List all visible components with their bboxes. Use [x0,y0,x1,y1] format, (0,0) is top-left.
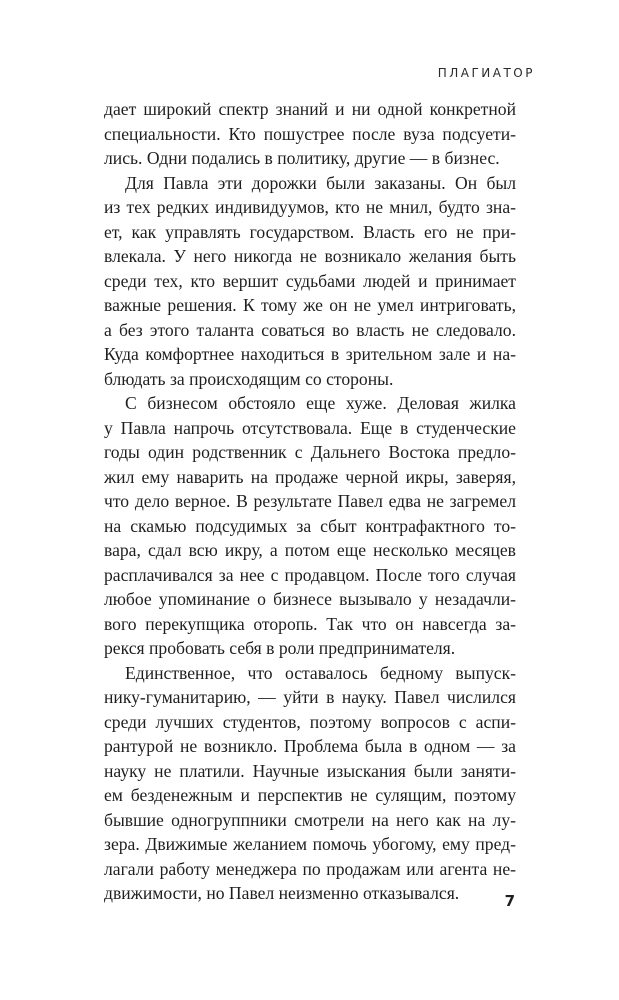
text-line: годы один родственник с Дальнего Востока предло- [104,442,516,462]
text-line: важные решения. К тому же он не умел интриговать, [104,295,516,315]
text-line: вого перекупщика оторопь. Так что он навсегда за- [104,613,516,634]
text-line: зера. Движимые желанием помочь убогому, ему пред- [104,834,516,854]
text-line: жил ему наварить на продаже черной икры, заверяя, [104,466,516,487]
paragraph [104,661,516,906]
text-line: блюдать за происходящим со стороны. [104,368,394,389]
running-head-title: ПЛАГИАТОР [437,66,535,80]
text-line: у Павла напрочь отсутствовала. Еще в студенческие [104,417,516,438]
text-line: ет, как управлять государством. Власть его не при- [104,221,516,242]
text-line: Для Павла эти дорожки были заказаны. Он был [125,172,516,193]
text-line: науку не платили. Научные изыскания были заняти- [104,760,516,781]
paragraph [104,171,516,392]
body-text [104,97,516,906]
text-line: на скамью подсудимых за сбыт контрафактного то- [104,515,516,536]
text-line: влекала. У него никогда не возникало желания быть [104,246,516,266]
text-line: рекся пробовать себя в роли предпринимателя. [104,638,456,658]
text-line: нику-гуманитарию, — уйти в науку. Павел числился [104,687,516,707]
text-line: рантурой не возникло. Проблема была в одном — за [104,736,516,756]
text-line: а без этого таланта соваться во власть не следовало. [104,319,516,340]
text-line: Куда комфортнее находиться в зрительном зале и на- [104,344,516,364]
text-line: Единственное, что оставалось бедному выпуск- [125,662,516,683]
text-line: что дело верное. В результате Павел едва не загремел [104,491,516,511]
text-line: вара, сдал всю икру, а потом еще несколько месяцев [104,540,516,560]
text-line: движимости, но Павел неизменно отказывался. [104,883,460,903]
text-line: среди тех, кто вершит судьбами людей и принимает [104,270,516,291]
text-line: любое упоминание о бизнесе вызывало у незадачли- [104,589,516,609]
page-number: 7 [504,892,515,910]
paragraph [104,97,516,171]
text-line: лись. Одни подались в политику, другие — в бизнес. [104,148,500,168]
text-line: из тех редких индивидуумов, кто не мнил, будто зна- [104,197,516,217]
text-line: расплачивался за нее с продавцом. После того случая [104,564,516,585]
text-line: среди лучших студентов, поэтому вопросов с аспи- [104,711,516,732]
text-line: бывшие одногруппники смотрели на него как на лу- [104,809,516,830]
text-line: дает широкий спектр знаний и ни одной конкретной [104,99,516,119]
text-line: ем безденежным и перспектив не сулящим, поэтому [104,785,516,805]
text-line: С бизнесом обстояло еще хуже. Деловая жилка [125,393,516,413]
paragraph [104,391,516,661]
text-line: специальности. Кто пошустрее после вуза подсуети- [104,123,516,144]
text-line: лагали работу менеджера по продажам или агента не- [104,858,516,879]
